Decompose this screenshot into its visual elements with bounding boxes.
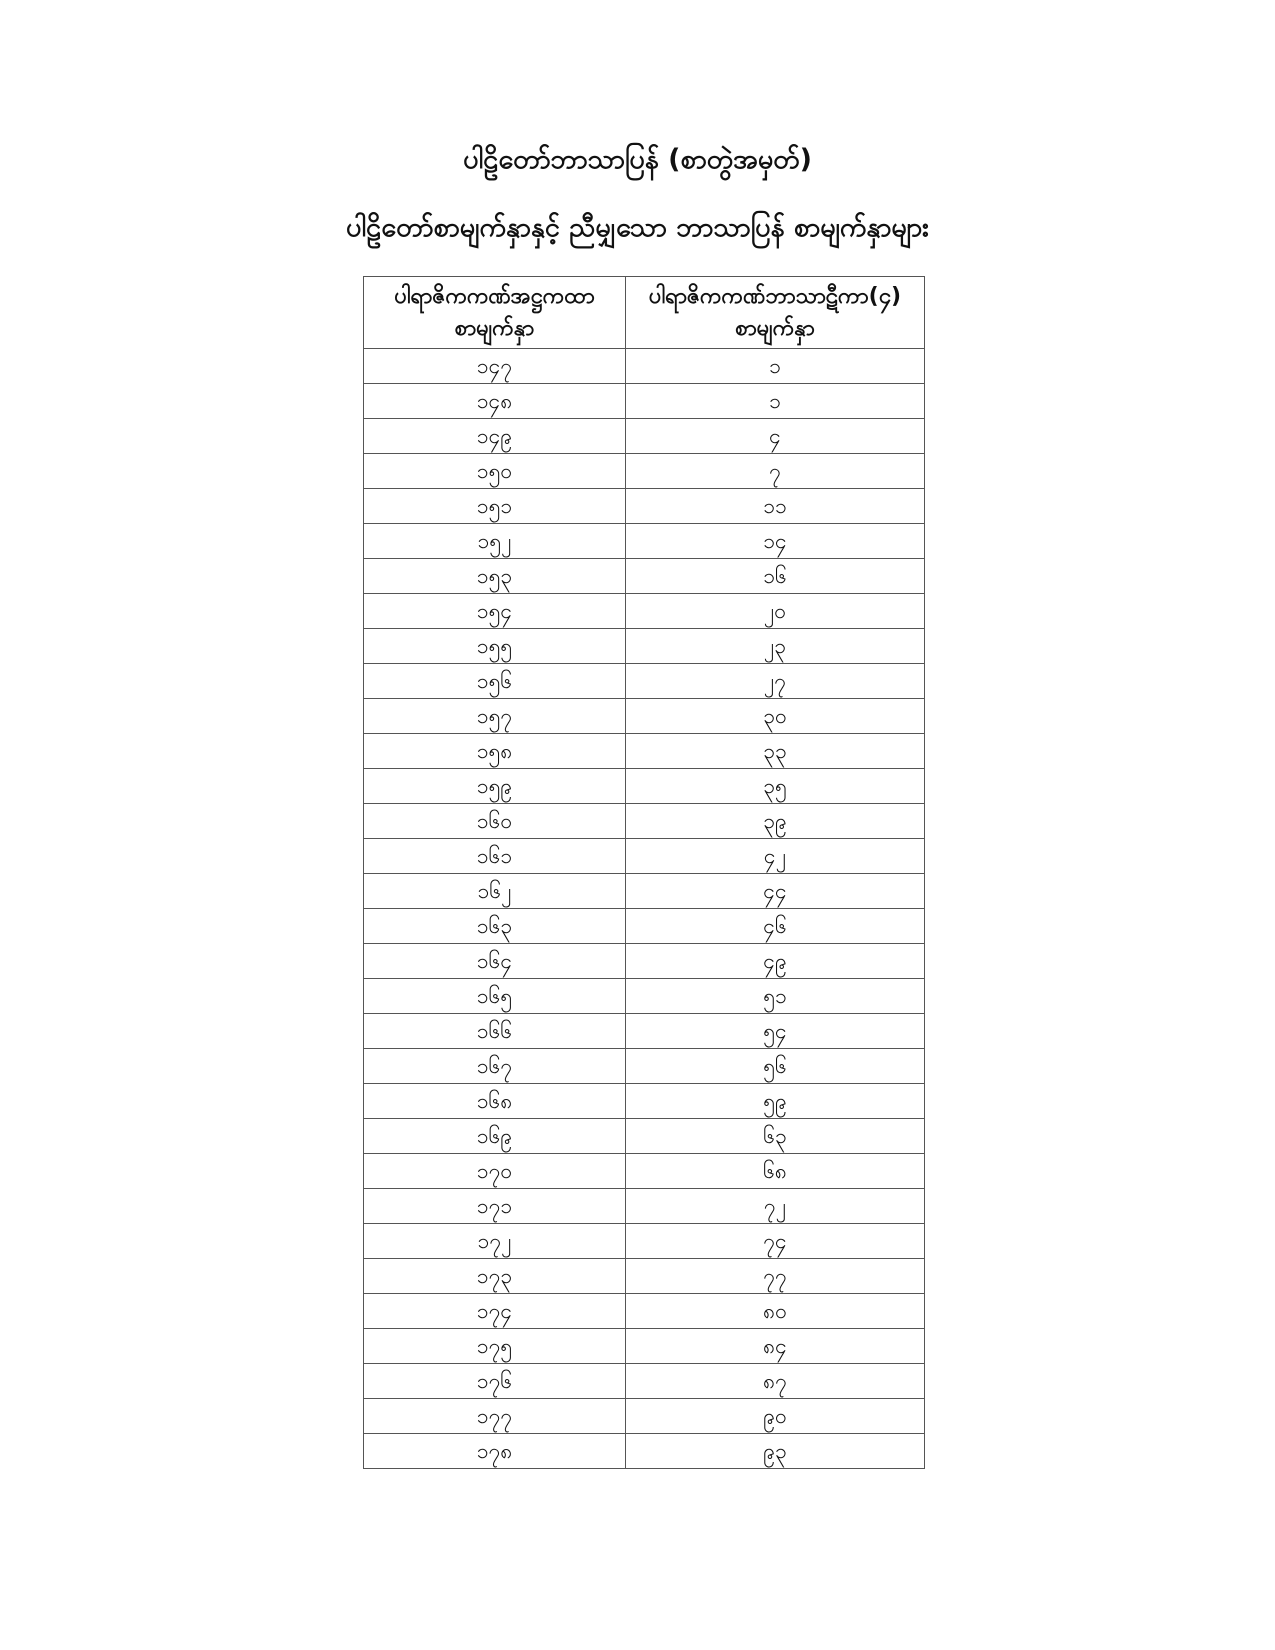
atthakatha-page-cell: ၁၅၂ xyxy=(364,524,626,559)
page-subtitle: ပါဠိတော်စာမျက်နှာနှင့် ညီမျှသော ဘာသာပြန် စာမျက်နှာများ xyxy=(345,212,930,243)
table-row xyxy=(364,384,925,419)
header-translation-label: ပါရာဇိကကဏ်ဘာသာဋီကာ(၄) စာမျက်နှာ xyxy=(648,283,902,341)
table-row xyxy=(364,1119,925,1154)
translation-page-cell: ၉၀ xyxy=(626,1399,925,1434)
atthakatha-page-cell: ၁၆၀ xyxy=(364,804,626,839)
atthakatha-page-cell: ၁၇၃ xyxy=(364,1259,626,1294)
table-row xyxy=(364,1189,925,1224)
table-row xyxy=(364,699,925,734)
translation-page-cell: ၂၀ xyxy=(626,594,925,629)
translation-page-cell: ၉၃ xyxy=(626,1434,925,1469)
table-row xyxy=(364,944,925,979)
translation-page-cell: ၁ xyxy=(626,349,925,384)
translation-page-cell: ၈၄ xyxy=(626,1329,925,1364)
table-row xyxy=(364,1399,925,1434)
translation-page-cell: ၄၂ xyxy=(626,839,925,874)
translation-page-cell: ၇၇ xyxy=(626,1259,925,1294)
header-atthakatha-label: ပါရာဇိကကဏ်အဋ္ဌကထာ စာမျက်နှာ xyxy=(394,283,595,341)
atthakatha-page-cell: ၁၄၉ xyxy=(364,419,626,454)
translation-page-cell: ၅၁ xyxy=(626,979,925,1014)
atthakatha-page-cell: ၁၇၀ xyxy=(364,1154,626,1189)
translation-page-cell: ၃၀ xyxy=(626,699,925,734)
translation-page-cell: ၄ xyxy=(626,419,925,454)
translation-page-cell: ၂၃ xyxy=(626,629,925,664)
atthakatha-page-cell: ၁၄၈ xyxy=(364,384,626,419)
atthakatha-page-cell: ၁၆၉ xyxy=(364,1119,626,1154)
atthakatha-page-cell: ၁၇၂ xyxy=(364,1224,626,1259)
table-row xyxy=(364,664,925,699)
translation-page-cell: ၇၄ xyxy=(626,1224,925,1259)
translation-page-cell: ၈၇ xyxy=(626,1364,925,1399)
translation-page-cell: ၅၄ xyxy=(626,1014,925,1049)
table-row xyxy=(364,524,925,559)
atthakatha-page-cell: ၁၇၆ xyxy=(364,1364,626,1399)
translation-page-cell: ၂၇ xyxy=(626,664,925,699)
atthakatha-page-cell: ၁၅၃ xyxy=(364,559,626,594)
atthakatha-page-cell: ၁၅၄ xyxy=(364,594,626,629)
translation-page-cell: ၆၃ xyxy=(626,1119,925,1154)
column-header-atthakatha xyxy=(364,277,626,349)
atthakatha-page-cell: ၁၅၁ xyxy=(364,489,626,524)
atthakatha-page-cell: ၁၅၇ xyxy=(364,699,626,734)
table-row xyxy=(364,454,925,489)
translation-page-cell: ၄၆ xyxy=(626,909,925,944)
column-header-translation xyxy=(626,277,925,349)
translation-page-cell: ၇ xyxy=(626,454,925,489)
table-row xyxy=(364,909,925,944)
table-row xyxy=(364,874,925,909)
atthakatha-page-cell: ၁၆၆ xyxy=(364,1014,626,1049)
table-row xyxy=(364,594,925,629)
table-body xyxy=(364,349,925,1469)
atthakatha-page-cell: ၁၅၅ xyxy=(364,629,626,664)
atthakatha-page-cell: ၁၅၆ xyxy=(364,664,626,699)
translation-page-cell: ၄၄ xyxy=(626,874,925,909)
table-row xyxy=(364,769,925,804)
table-row xyxy=(364,1224,925,1259)
translation-page-cell: ၁၄ xyxy=(626,524,925,559)
atthakatha-page-cell: ၁၆၃ xyxy=(364,909,626,944)
table-row xyxy=(364,734,925,769)
atthakatha-page-cell: ၁၆၅ xyxy=(364,979,626,1014)
table-row xyxy=(364,1294,925,1329)
table-row xyxy=(364,349,925,384)
table-row xyxy=(364,559,925,594)
atthakatha-page-cell: ၁၅၉ xyxy=(364,769,626,804)
atthakatha-page-cell: ၁၆၂ xyxy=(364,874,626,909)
atthakatha-page-cell: ၁၇၅ xyxy=(364,1329,626,1364)
atthakatha-page-cell: ၁၆၈ xyxy=(364,1084,626,1119)
translation-page-cell: ၅၉ xyxy=(626,1084,925,1119)
translation-page-cell: ၈၀ xyxy=(626,1294,925,1329)
table-row xyxy=(364,629,925,664)
table-row xyxy=(364,1014,925,1049)
translation-page-cell: ၁ xyxy=(626,384,925,419)
atthakatha-page-cell: ၁၄၇ xyxy=(364,349,626,384)
translation-page-cell: ၆၈ xyxy=(626,1154,925,1189)
translation-page-cell: ၁၁ xyxy=(626,489,925,524)
translation-page-cell: ၃၉ xyxy=(626,804,925,839)
atthakatha-page-cell: ၁၆၄ xyxy=(364,944,626,979)
atthakatha-page-cell: ၁၇၄ xyxy=(364,1294,626,1329)
table-row xyxy=(364,1049,925,1084)
table-row xyxy=(364,1084,925,1119)
table-row xyxy=(364,1259,925,1294)
atthakatha-page-cell: ၁၅၈ xyxy=(364,734,626,769)
table-row xyxy=(364,1329,925,1364)
table-row xyxy=(364,1364,925,1399)
table-row xyxy=(364,1434,925,1469)
translation-page-cell: ၁၆ xyxy=(626,559,925,594)
table-row xyxy=(364,419,925,454)
translation-page-cell: ၇၂ xyxy=(626,1189,925,1224)
table-row xyxy=(364,839,925,874)
translation-page-cell: ၅၆ xyxy=(626,1049,925,1084)
table-row xyxy=(364,979,925,1014)
page-title: ပါဠိတော်ဘာသာပြန် (စာတွဲအမှတ်) xyxy=(463,144,812,175)
atthakatha-page-cell: ၁၇၁ xyxy=(364,1189,626,1224)
table-header-row xyxy=(364,277,925,349)
page-mapping-table xyxy=(363,276,925,1469)
table-row xyxy=(364,1154,925,1189)
atthakatha-page-cell: ၁၆၁ xyxy=(364,839,626,874)
translation-page-cell: ၃၃ xyxy=(626,734,925,769)
atthakatha-page-cell: ၁၇၈ xyxy=(364,1434,626,1469)
atthakatha-page-cell: ၁၆၇ xyxy=(364,1049,626,1084)
translation-page-cell: ၃၅ xyxy=(626,769,925,804)
atthakatha-page-cell: ၁၇၇ xyxy=(364,1399,626,1434)
table-row xyxy=(364,804,925,839)
atthakatha-page-cell: ၁၅၀ xyxy=(364,454,626,489)
translation-page-cell: ၄၉ xyxy=(626,944,925,979)
table-row xyxy=(364,489,925,524)
